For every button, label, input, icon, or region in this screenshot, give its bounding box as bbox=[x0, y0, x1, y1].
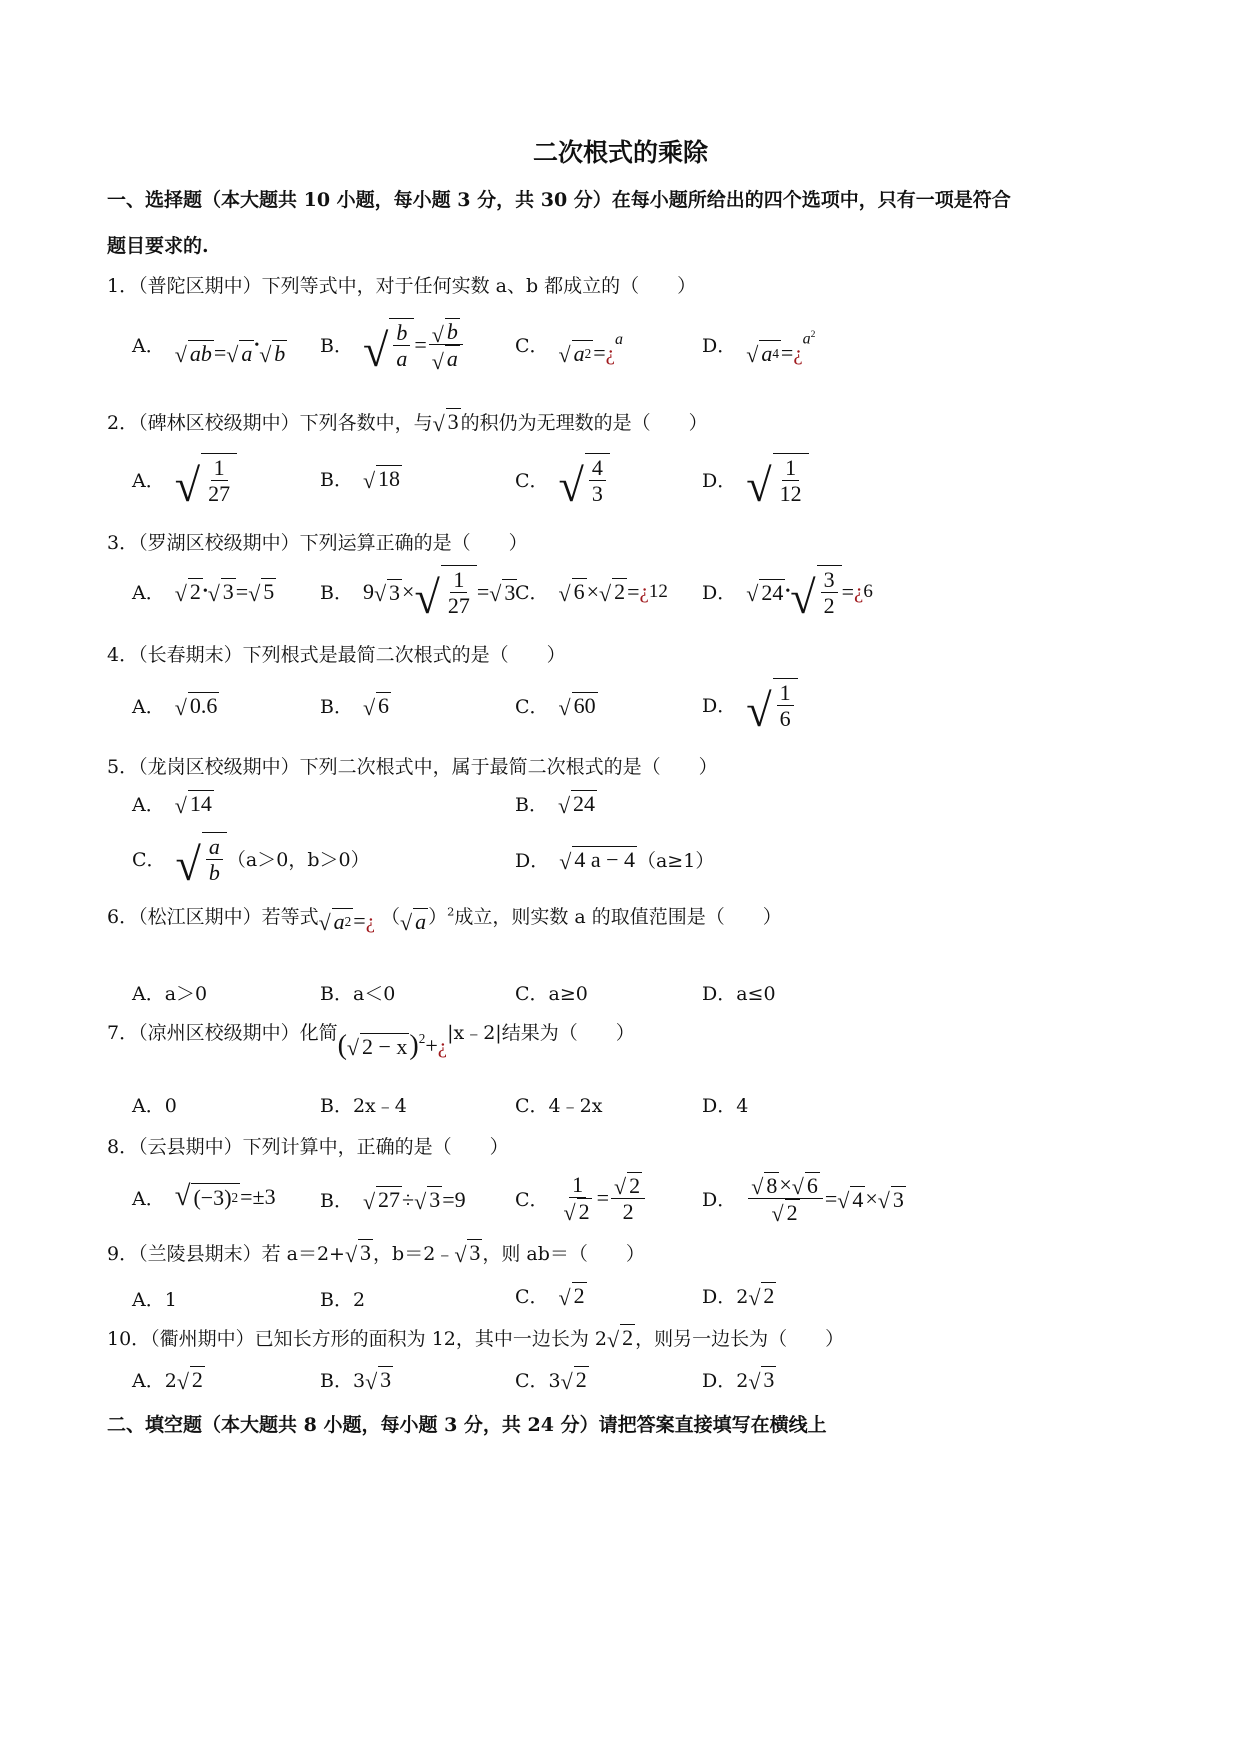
q10-option-c[interactable]: C．3 √ 2 bbox=[515, 1367, 587, 1394]
q1-option-a[interactable]: A． √ ab = √ a • √ b bbox=[132, 334, 286, 368]
q10-option-a[interactable]: A．2 √ 2 bbox=[132, 1367, 203, 1394]
section-1-heading: 一、选择题（本大题共 10 小题，每小题 3 分，共 30 分）在每小题所给出的四个选项中，只有一项是符合 bbox=[107, 189, 1011, 211]
q2-option-b[interactable]: B． √ 18 bbox=[320, 466, 401, 493]
q10-option-b[interactable]: B．3 √ 3 bbox=[320, 1367, 392, 1394]
q1-option-b[interactable]: B． √ $\frac{b}{a}$ = √ b √ a bbox=[320, 318, 465, 372]
q1-option-d[interactable]: D． √ a 4 = ¿ $a^2$ bbox=[702, 329, 816, 368]
question-9-stem: 9．（兰陵县期末）若 a＝2+ √ 3 ，b＝2﹣ √ 3 ，则 ab＝（ ） bbox=[107, 1240, 645, 1267]
q6-option-a[interactable]: A．a＞0 bbox=[132, 983, 208, 1005]
q8-option-a[interactable]: A． √ ( −3 ) 2 = ±3 bbox=[132, 1181, 276, 1212]
q5-option-b[interactable]: B． √ 24 bbox=[515, 791, 596, 818]
question-2-stem: 2．（碑林区校级期中）下列各数中，与 √ 3 的积仍为无理数的是（ ） bbox=[107, 409, 708, 436]
question-5-stem: 5．（龙岗区校级期中）下列二次根式中，属于最简二次根式的是（ ） bbox=[107, 756, 718, 778]
q9-option-d[interactable]: D．2 √ 2 bbox=[702, 1283, 775, 1310]
q5-option-a[interactable]: A． √ 14 bbox=[132, 791, 212, 818]
q1-a-formula: √ ab = √ a • √ b bbox=[174, 338, 286, 368]
q1-c-formula: √ a 2 = ¿ a bbox=[558, 331, 623, 368]
q7-option-a[interactable]: A．0 bbox=[132, 1095, 177, 1117]
question-1-stem: 1．（普陀区期中）下列等式中，对于任何实数 a、b 都成立的（ ） bbox=[107, 275, 697, 297]
q4-option-a[interactable]: A． √ 0.6 bbox=[132, 693, 218, 720]
q2-option-a[interactable]: A． √ $\frac{1}{27}$ bbox=[132, 453, 237, 507]
question-4-stem: 4．（长春期末）下列根式是最简二次根式的是（ ） bbox=[107, 644, 566, 666]
q9-option-c[interactable]: C． √ 2 bbox=[515, 1283, 585, 1310]
q7-option-b[interactable]: B．2x﹣4 bbox=[320, 1095, 407, 1117]
q6-option-c[interactable]: C．a≥0 bbox=[515, 983, 588, 1005]
question-8-stem: 8．（云县期中）下列计算中，正确的是（ ） bbox=[107, 1136, 509, 1158]
q6-option-b[interactable]: B．a＜0 bbox=[320, 983, 396, 1005]
q1-d-formula: √ a 4 = ¿ $a^2$ bbox=[746, 329, 816, 368]
section-1-heading-cont: 题目要求的. bbox=[107, 235, 209, 257]
q1-b-formula: √ $\frac{b}{a}$ = √ b √ a bbox=[363, 318, 465, 372]
q2-option-c[interactable]: C． √ $\frac{4}{3}$ bbox=[515, 453, 610, 507]
q9-option-a[interactable]: A．1 bbox=[132, 1289, 177, 1311]
q3-option-a[interactable]: A． √ 2 • √ 3 = √ 5 bbox=[132, 578, 275, 606]
q6-option-d[interactable]: D．a≤0 bbox=[702, 983, 776, 1005]
q3-option-b[interactable]: B． 9 √ 3 × √ $\frac{1}{27}$ = √ 3 bbox=[320, 567, 516, 624]
q5-option-c[interactable]: C． √ $\frac{a}{b}$ （a＞0，b＞0） bbox=[132, 834, 370, 891]
q7-option-c[interactable]: C．4﹣2x bbox=[515, 1095, 603, 1117]
question-6-stem: 6．（松江区期中）若等式 √ a 2 = ¿ （ √ a ）$^2$ 成立，则实数 a 的取值范围是（ ） bbox=[107, 904, 782, 936]
q8-option-d[interactable]: D． √ 8 × √ 6 √ 2 = √ 4 × √ 3 bbox=[702, 1172, 904, 1227]
q10-option-d[interactable]: D．2 √ 3 bbox=[702, 1367, 775, 1394]
q8-option-c[interactable]: C． 1 √ 2 = √ 2 2 bbox=[515, 1172, 647, 1224]
q1-option-c[interactable]: C． √ a 2 = ¿ a bbox=[515, 331, 623, 368]
page-title: 二次根式的乘除 bbox=[532, 138, 708, 167]
q2-option-d[interactable]: D． √ $\frac{1}{12}$ bbox=[702, 453, 809, 507]
q3-option-d[interactable]: D． √ 24 • √ $\frac{3}{2}$ = ¿ 6 bbox=[702, 567, 873, 624]
q4-option-d[interactable]: D． √ $\frac{1}{6}$ bbox=[702, 678, 798, 732]
question-7-stem: 7．（凉州区校级期中）化简 ( √ 2 − x ) $^2$ + ¿ |x﹣2|结果为（ ） bbox=[107, 1022, 635, 1061]
q5-option-d[interactable]: D． √ 4 a − 4 （a≥1） bbox=[515, 847, 715, 874]
q8-option-b[interactable]: B． √ 27 ÷ √ 3 = 9 bbox=[320, 1186, 466, 1214]
q4-option-c[interactable]: C． √ 60 bbox=[515, 693, 596, 720]
q4-option-b[interactable]: B． √ 6 bbox=[320, 693, 390, 720]
question-10-stem: 10．（衢州期中）已知长方形的面积为 12，其中一边长为 2 √ 2 ，则另一边长为（ ） bbox=[107, 1325, 845, 1352]
q9-option-b[interactable]: B．2 bbox=[320, 1289, 366, 1311]
section-2-heading: 二、填空题（本大题共 8 小题，每小题 3 分，共 24 分）请把答案直接填写在横线上 bbox=[107, 1414, 827, 1436]
q7-option-d[interactable]: D．4 bbox=[702, 1095, 749, 1117]
question-3-stem: 3．（罗湖区校级期中）下列运算正确的是（ ） bbox=[107, 532, 528, 554]
q3-option-c[interactable]: C． √ 6 × √ 2 = ¿ 12 bbox=[515, 578, 668, 606]
